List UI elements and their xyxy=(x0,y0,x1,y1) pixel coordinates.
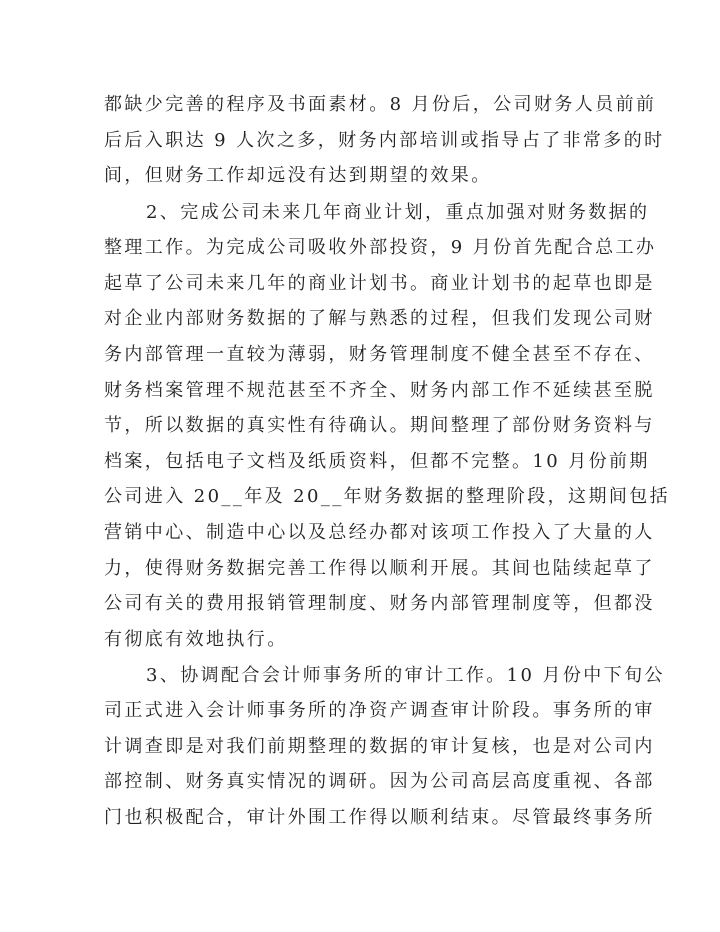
paragraph-line: 后后入职达 9 人次之多，财务内部培训或指导占了非常多的时 xyxy=(104,130,665,151)
paragraph-line: 间，但财务工作却远没有达到期望的效果。 xyxy=(104,165,492,186)
paragraph-line: 起草了公司未来几年的商业计划书。商业计划书的起草也即是 xyxy=(104,273,655,294)
paragraph-line: 节，所以数据的真实性有待确认。期间整理了部份财务资料与 xyxy=(104,415,655,436)
paragraph-line: 部控制、财务真实情况的调研。因为公司高层高度重视、各部 xyxy=(104,771,655,792)
paragraph-line: 有彻底有效地执行。 xyxy=(104,629,288,650)
paragraph-line: 档案，包括电子文档及纸质资料，但都不完整。10 月份前期 xyxy=(104,451,650,472)
paragraph-line: 营销中心、制造中心以及总经办都对该项工作投入了大量的人 xyxy=(104,522,655,543)
paragraph-line: 对企业内部财务数据的了解与熟悉的过程，但我们发现公司财 xyxy=(104,308,655,329)
paragraph-line: 公司进入 20__年及 20__年财务数据的整理阶段，这期间包括 xyxy=(104,486,671,507)
paragraph-line: 2、完成公司未来几年商业计划，重点加强对财务数据的 xyxy=(146,202,650,223)
paragraph-line: 公司有关的费用报销管理制度、财务内部管理制度等，但都没 xyxy=(104,593,655,614)
paragraph-line: 司正式进入会计师事务所的净资产调查审计阶段。事务所的审 xyxy=(104,700,655,721)
paragraph-line: 财务档案管理不规范甚至不齐全、财务内部工作不延续甚至脱 xyxy=(104,380,655,401)
paragraph-line: 门也积极配合，审计外围工作得以顺利结束。尽管最终事务所 xyxy=(104,807,655,828)
paragraph-line: 计调查即是对我们前期整理的数据的审计复核，也是对公司内 xyxy=(104,736,655,757)
paragraph-line: 都缺少完善的程序及书面素材。8 月份后，公司财务人员前前 xyxy=(104,94,657,115)
paragraph-line: 3、协调配合会计师事务所的审计工作。10 月份中下旬公 xyxy=(146,665,665,686)
paragraph-line: 整理工作。为完成公司吸收外部投资，9 月份首先配合总工办 xyxy=(104,237,657,258)
paragraph-line: 力，使得财务数据完善工作得以顺利开展。其间也陆续起草了 xyxy=(104,558,655,579)
paragraph-line: 务内部管理一直较为薄弱，财务管理制度不健全甚至不存在、 xyxy=(104,344,655,365)
